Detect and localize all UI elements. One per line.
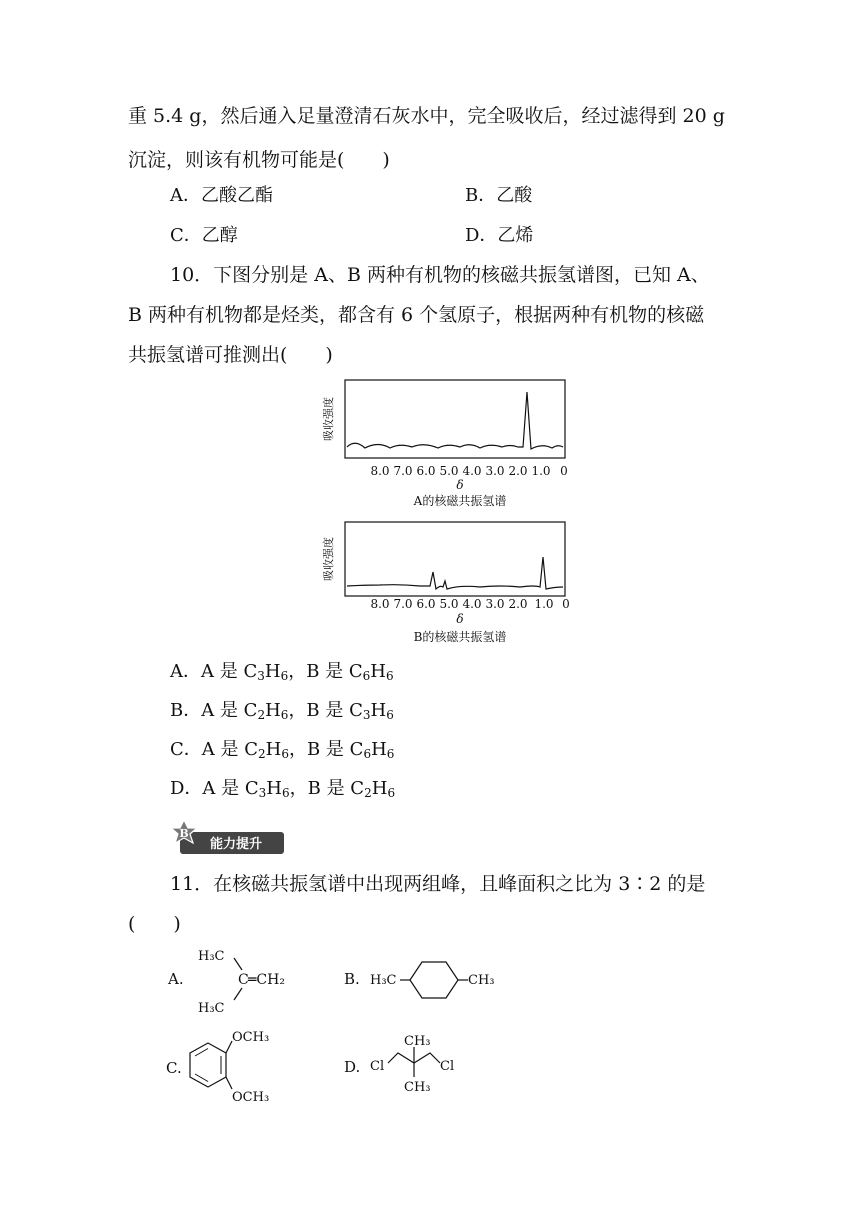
spectrum-b-tick: 6.0 bbox=[416, 597, 436, 611]
structure-c-bottom: OCH₃ bbox=[232, 1090, 270, 1105]
q10-line1: 10．下图分别是 A、B 两种有机物的核磁共振氢谱图，已知 A、 bbox=[170, 264, 710, 286]
structure-b bbox=[340, 950, 510, 1010]
q10-line2: B 两种有机物都是烃类，都含有 6 个氢原子，根据两种有机物的核磁 bbox=[128, 304, 705, 326]
subscript: 6 bbox=[386, 747, 395, 761]
subscript: 6 bbox=[386, 708, 394, 722]
spectrum-a-tick: 7.0 bbox=[393, 464, 413, 478]
q9-option-a: A．乙酸乙酯 bbox=[170, 185, 273, 206]
spectrum-b-ylabel: 吸收强度 bbox=[322, 537, 335, 581]
spectrum-b-tick: 8.0 bbox=[370, 597, 390, 611]
q10-option-a-text: A．A 是 C bbox=[170, 661, 258, 682]
spectrum-a-tick: 8.0 bbox=[370, 464, 390, 478]
spectrum-a-caption: A的核磁共振氢谱 bbox=[413, 494, 507, 508]
bond-line bbox=[234, 958, 242, 970]
subscript: 3 bbox=[362, 708, 371, 722]
bond-line bbox=[234, 988, 242, 1000]
subscript: 2 bbox=[258, 747, 266, 761]
q10-option-a-text: ，B 是 C bbox=[288, 661, 363, 682]
spectrum-b-caption: B的核磁共振氢谱 bbox=[413, 630, 507, 644]
structure-c-top: OCH₃ bbox=[232, 1030, 270, 1045]
q10-line3: 共振氢谱可推测出( ) bbox=[128, 344, 333, 366]
structure-d-top: CH₃ bbox=[404, 1034, 431, 1049]
spectrum-a-ticks bbox=[370, 464, 567, 478]
spectrum-a-chart bbox=[320, 375, 580, 510]
subscript: 6 bbox=[362, 669, 371, 683]
q10-option-c-text: H bbox=[265, 739, 282, 760]
structure-d-label: D. bbox=[344, 1058, 361, 1076]
q9-option-b: B．乙酸 bbox=[465, 185, 533, 206]
structure-c-label: C. bbox=[166, 1059, 182, 1077]
spectrum-a-trace bbox=[347, 392, 563, 449]
spectrum-b-ticks bbox=[370, 597, 569, 611]
spectrum-b-xlabel: δ bbox=[456, 612, 464, 626]
spectrum-b-tick: 7.0 bbox=[393, 597, 413, 611]
subscript: 6 bbox=[282, 786, 290, 800]
section-badge-label: 能力提升 bbox=[209, 837, 263, 852]
q10-option-d-text: H bbox=[266, 778, 282, 799]
structure-d-left: Cl bbox=[370, 1059, 385, 1074]
q10-option-d bbox=[170, 777, 395, 805]
q9-option-c: C．乙醇 bbox=[170, 225, 238, 246]
spectrum-a-xlabel: δ bbox=[456, 478, 464, 492]
structure-a-center-c: C bbox=[238, 972, 249, 988]
subscript: 6 bbox=[280, 669, 289, 683]
subscript: 6 bbox=[363, 747, 372, 761]
q10-option-b-text: H bbox=[265, 700, 281, 721]
structure-a bbox=[162, 940, 322, 1020]
structure-a-label: A. bbox=[168, 970, 184, 988]
subscript: 6 bbox=[280, 708, 289, 722]
spectrum-a-tick: 3.0 bbox=[485, 464, 505, 478]
structure-a-h3c-top: H₃C bbox=[198, 949, 225, 964]
spectrum-b-chart bbox=[320, 517, 580, 652]
subscript: 2 bbox=[364, 786, 372, 800]
structure-a-right: ═CH₂ bbox=[248, 972, 285, 988]
spectrum-b-tick: 3.0 bbox=[485, 597, 505, 611]
subscript: 3 bbox=[258, 786, 267, 800]
q11-line2: ( ) bbox=[128, 913, 181, 935]
q10-option-c-text: C．A 是 C bbox=[170, 739, 258, 760]
q10-option-b-text: B．A 是 C bbox=[170, 700, 258, 721]
spectrum-a-tick: 4.0 bbox=[462, 464, 482, 478]
spectrum-b-tick: 0 bbox=[562, 597, 570, 611]
section-badge bbox=[170, 818, 290, 858]
q10-option-a-text: H bbox=[264, 661, 281, 682]
spectrum-a-tick: 2.0 bbox=[508, 464, 528, 478]
structure-b-right: CH₃ bbox=[468, 973, 495, 988]
q10-option-c-text: H bbox=[371, 739, 387, 760]
q10-option-b bbox=[170, 699, 394, 727]
structure-d-right: Cl bbox=[440, 1059, 455, 1074]
spectrum-a-ylabel: 吸收强度 bbox=[322, 397, 335, 441]
q10-option-a-text: H bbox=[370, 661, 386, 682]
bond-line bbox=[226, 1077, 232, 1089]
subscript: 3 bbox=[257, 669, 265, 683]
q9-option-d: D．乙烯 bbox=[465, 225, 534, 246]
structure-a-h3c-bottom: H₃C bbox=[198, 1001, 225, 1016]
cyclohexane-ring bbox=[410, 962, 458, 998]
subscript: 2 bbox=[257, 708, 266, 722]
spectrum-a-tick: 6.0 bbox=[416, 464, 436, 478]
spectrum-a-tick: 1.0 bbox=[531, 464, 551, 478]
q10-option-b-text: ，B 是 C bbox=[288, 700, 363, 721]
structure-b-label: B. bbox=[344, 970, 360, 988]
structure-c bbox=[162, 1025, 322, 1110]
q10-option-c bbox=[170, 738, 394, 766]
structure-d bbox=[340, 1025, 480, 1105]
q10-option-a bbox=[170, 660, 394, 688]
q10-option-d-text: D．A 是 C bbox=[170, 778, 259, 799]
subscript: 6 bbox=[386, 669, 394, 683]
spectrum-b-tick: 5.0 bbox=[439, 597, 459, 611]
q10-option-b-text: H bbox=[370, 700, 387, 721]
q9-line2: 沉淀，则该有机物可能是( ) bbox=[128, 149, 390, 171]
spectrum-b-trace bbox=[347, 557, 563, 589]
spectrum-b-tick: 2.0 bbox=[508, 597, 528, 611]
q11-line1: 11．在核磁共振氢谱中出现两组峰，且峰面积之比为 3∶2 的是 bbox=[170, 873, 706, 895]
structure-d-bottom: CH₃ bbox=[404, 1080, 431, 1095]
spectrum-b-tick: 4.0 bbox=[462, 597, 482, 611]
spectrum-a-tick: 5.0 bbox=[439, 464, 459, 478]
spectrum-a-tick: 0 bbox=[560, 464, 568, 478]
q9-line1: 重 5.4 g，然后通入足量澄清石灰水中，完全吸收后，经过滤得到 20 g bbox=[128, 105, 725, 127]
q10-option-d-text: H bbox=[371, 778, 388, 799]
q10-option-d-text: ，B 是 C bbox=[289, 778, 365, 799]
subscript: 6 bbox=[281, 747, 289, 761]
subscript: 6 bbox=[387, 786, 396, 800]
q10-option-c-text: ，B 是 C bbox=[288, 739, 364, 760]
structure-b-left: H₃C bbox=[370, 973, 397, 988]
spectrum-b-tick: 1.0 bbox=[534, 597, 554, 611]
section-badge-letter: B bbox=[179, 827, 189, 840]
